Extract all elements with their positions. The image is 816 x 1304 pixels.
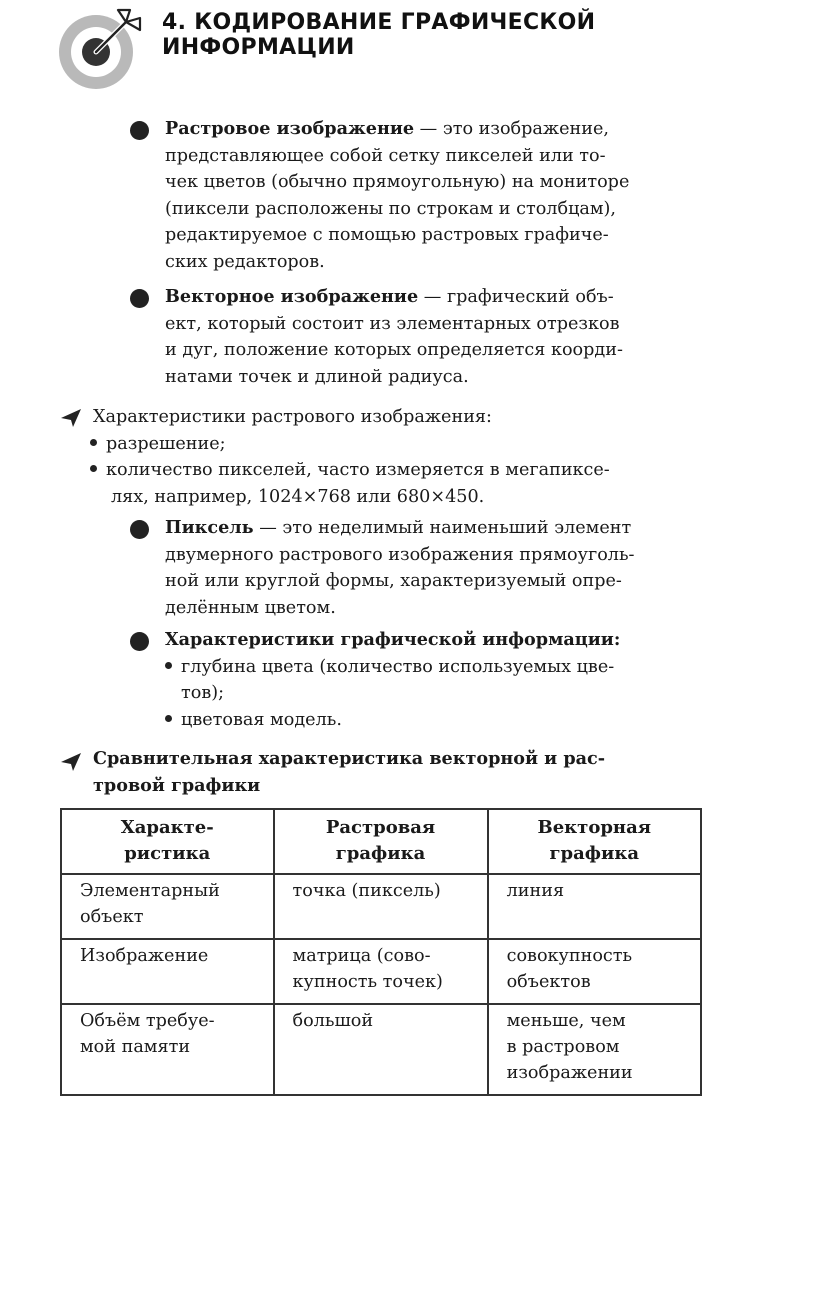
- list-item: количество пикселей, часто измеряется в мегапиксе-: [90, 457, 705, 484]
- table-cell: Элементарный объект: [61, 874, 274, 939]
- pointer-arrow-icon: [60, 752, 82, 772]
- graphic-info-characteristics: [165, 627, 705, 733]
- raster-line: редактируемое с помощью растровых графиче-: [165, 225, 609, 246]
- vector-line: и дуг, положение которых определяется коорди-: [165, 340, 623, 361]
- comparison-heading: [93, 746, 705, 799]
- table-cell: линия: [488, 874, 701, 939]
- vector-term: Векторное изображение: [165, 286, 419, 307]
- raster-term: Растровое изображение: [165, 118, 415, 139]
- bullet-icon: [90, 439, 97, 446]
- bullet-dot-icon: [130, 289, 149, 308]
- table-header-row: [61, 809, 701, 874]
- list-item: глубина цвета (количество используемых цве-: [165, 654, 705, 681]
- column-header: Векторная графика: [488, 809, 701, 874]
- list-item-continuation: лях, например, 1024×768 или 680×450.: [111, 486, 485, 507]
- vector-line: — графический объ-: [418, 287, 614, 307]
- pixel-term: Пиксель: [165, 517, 254, 538]
- pixel-line: двумерного растрового изображения прямоуголь-: [165, 544, 635, 565]
- comparison-heading-line2: тровой графики: [93, 774, 261, 796]
- table-cell: меньше, чем в растровом изображении: [488, 1004, 701, 1095]
- table-cell: Объём требуе- мой памяти: [61, 1004, 274, 1095]
- table-row: [61, 1004, 701, 1095]
- comparison-table: [60, 808, 702, 1096]
- table-cell: Изображение: [61, 939, 274, 1004]
- table-row: [61, 939, 701, 1004]
- raster-line: чек цветов (обычно прямоугольную) на мониторе: [165, 172, 630, 193]
- pixel-line: ной или круглой формы, характеризуемый опре-: [165, 571, 622, 592]
- bullet-icon: [165, 662, 172, 669]
- list-item: цветовая модель.: [165, 707, 705, 734]
- section-title-line2: ИНФОРМАЦИИ: [162, 35, 355, 60]
- pixel-line: делённым цветом.: [165, 597, 336, 618]
- bullet-icon: [90, 465, 97, 472]
- table-cell: совокупность объектов: [488, 939, 701, 1004]
- list-item-continuation: тов);: [181, 683, 225, 704]
- raster-line: ских редакторов.: [165, 251, 325, 272]
- bullet-dot-icon: [130, 632, 149, 651]
- comparison-heading-line1: Сравнительная характеристика векторной и рас-: [93, 748, 606, 769]
- section-title-line1: 4. КОДИРОВАНИЕ ГРАФИЧЕСКОЙ: [162, 10, 596, 35]
- raster-definition: [165, 116, 705, 276]
- column-header: Растровая графика: [274, 809, 488, 874]
- raster-characteristics: [93, 404, 705, 510]
- vector-definition: [165, 284, 705, 390]
- table-cell: матрица (сово- купность точек): [274, 939, 488, 1004]
- target-with-arrow-icon: [56, 6, 146, 92]
- vector-line: натами точек и длиной радиуса.: [165, 366, 469, 387]
- raster-line: — это изображение,: [414, 119, 609, 139]
- table-row: [61, 874, 701, 939]
- raster-line: (пиксели расположены по строкам и столбцам),: [165, 198, 617, 219]
- section-title: [162, 10, 762, 60]
- pixel-line: — это неделимый наименьший элемент: [253, 518, 632, 538]
- column-header: Характе- ристика: [61, 809, 274, 874]
- bullet-icon: [165, 715, 172, 722]
- bullet-dot-icon: [130, 121, 149, 140]
- pixel-definition: [165, 515, 705, 621]
- pointer-arrow-icon: [60, 408, 82, 428]
- raster-line: представляющее собой сетку пикселей или то-: [165, 145, 606, 166]
- list-item: разрешение;: [90, 431, 705, 458]
- graphic-info-heading: Характеристики графической информации:: [165, 629, 621, 650]
- vector-line: ект, который состоит из элементарных отрезков: [165, 313, 620, 334]
- table-cell: большой: [274, 1004, 488, 1095]
- bullet-dot-icon: [130, 520, 149, 539]
- raster-characteristics-heading: Характеристики растрового изображения:: [93, 407, 492, 427]
- table-cell: точка (пиксель): [274, 874, 488, 939]
